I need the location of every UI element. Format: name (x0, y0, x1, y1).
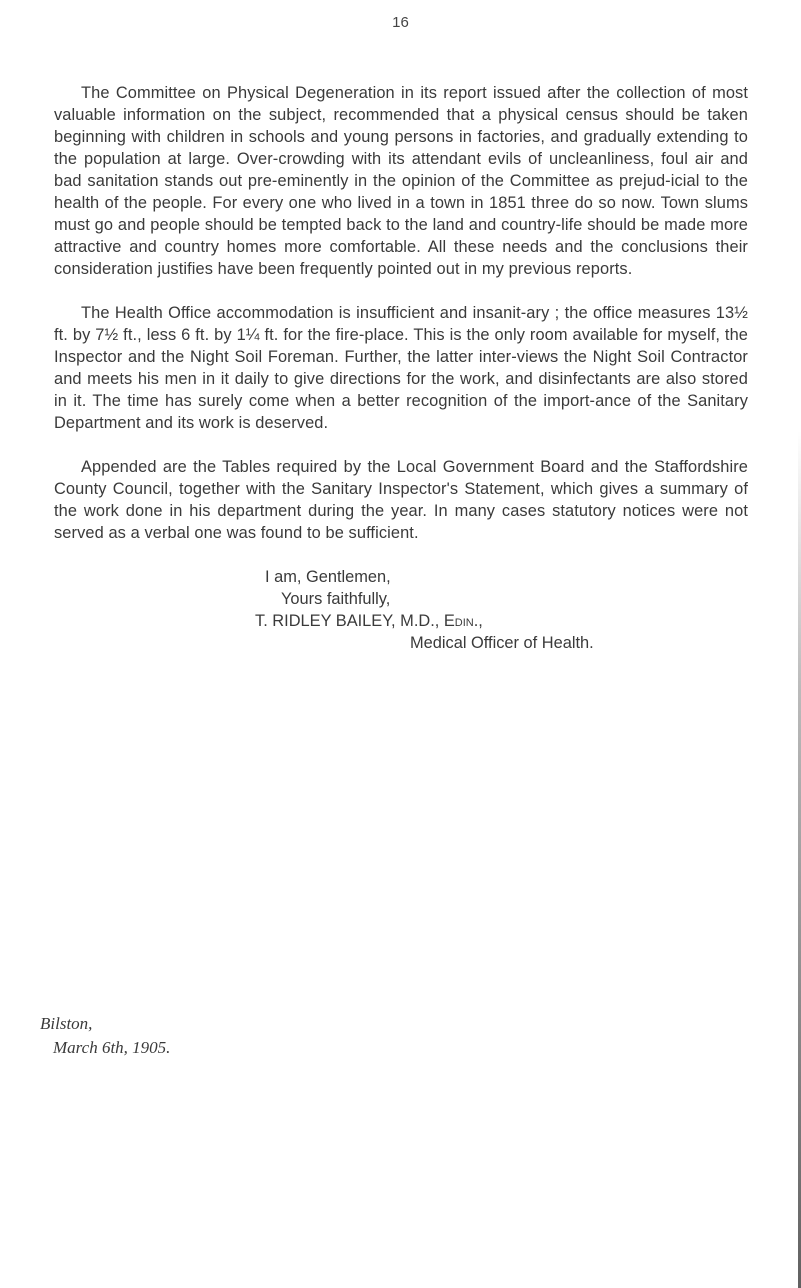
signature (54, 610, 748, 632)
date: March 6th, 1905. (53, 1038, 171, 1057)
signature-title: Medical Officer of Health. (410, 634, 594, 652)
signature-degree: Edin., (443, 612, 483, 630)
paragraph-appended-tables: Appended are the Tables required by the Local Government Board and the Staffordshire County Council, together with the Sanitary Inspector's Statement, which gives a summary of the work done in his department during the year. In many cases statutory notices were not served as a verbal one was found to be sufficient. (54, 458, 748, 542)
letter-closing (54, 566, 748, 654)
signature-name: T. RIDLEY BAILEY, M.D., (255, 612, 440, 630)
valediction: Yours faithfully, (281, 590, 391, 608)
report-body (54, 82, 748, 654)
place: Bilston, (40, 1014, 93, 1033)
paragraph-health-office: The Health Office accommodation is insufficient and insanit-ary ; the office measures 13½ ft. by 7½ ft., less 6 ft. by 1¼ ft. for the fire-place. This is the only room available for myself, the Inspector and the Night Soil Foreman. Further, the latter inter-views the Night Soil Contractor and meets his men in it daily to give directions for the work, and disinfectants are also stored in it. The time has surely come when a better recognition of the import-ance of the Sanitary Department and its work is deserved. (54, 304, 748, 432)
page-number: 16 (392, 14, 409, 31)
paragraph-physical-degeneration: The Committee on Physical Degeneration in its report issued after the collection of most valuable information on the subject, recommended that a physical census should be taken beginning with children in schools and young persons in factories, and gradually extending to the population at large. Over-crowding with its attendant evils of uncleanliness, foul air and bad sanitation stands out pre-eminently in the opinion of the Committee as prejud-icial to the health of the people. For every one who lived in a town in 1851 three do so now. Town slums must go and people should be tempted back to the land and country-life should be made more attractive and country homes more comfortable. All these needs and the conclusions their consideration justifies have been frequently pointed out in my previous reports. (54, 84, 748, 278)
salutation: I am, Gentlemen, (265, 568, 391, 586)
place-and-date (40, 1012, 170, 1060)
